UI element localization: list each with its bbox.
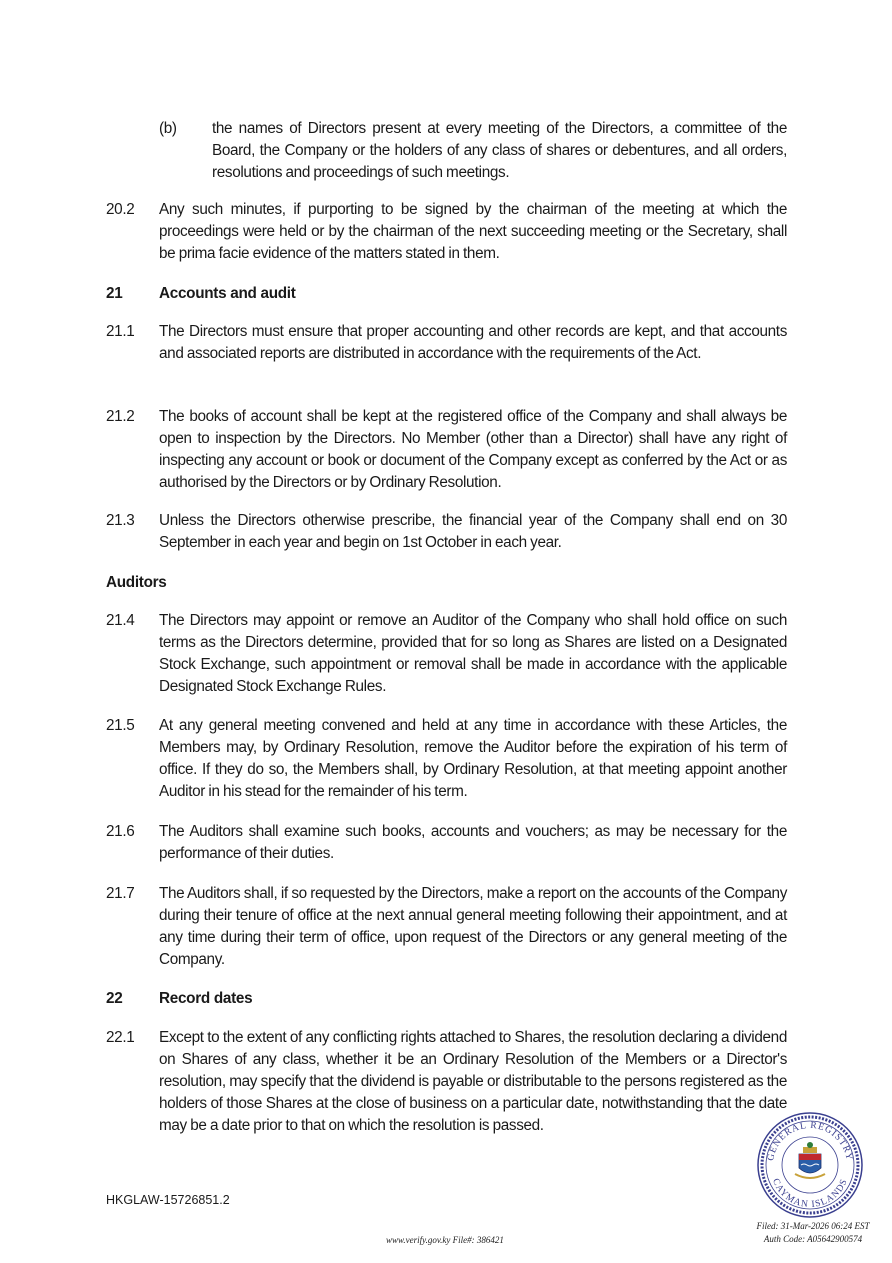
clause-number: 21.4 [106, 612, 135, 629]
clause-text: The Auditors shall examine such books, accounts and vouchers; as may be necessary for the performance of their duties. [159, 823, 787, 862]
clause-text: Unless the Directors otherwise prescribe, the financial year of the Company shall end on 30 September in each year and begin on 1st October in each year. [159, 512, 787, 551]
section-number: 22 [106, 990, 123, 1007]
section-heading-22 [106, 988, 252, 1010]
subheading-title: Auditors [106, 574, 167, 591]
clause-text: Except to the extent of any conflicting rights attached to Shares, the resolution declaring a dividend on Shares of any class, whether it be an Ordinary Resolution of the Members or a Director's resolution, may specify that the dividend is payable or distributable to the persons registered as the holders of those Shares at the close of business on a particular date, notwithstanding that the date may be a date prior to that on which the resolution is passed. [159, 1029, 787, 1134]
clause-number: (b) [159, 120, 177, 137]
clause-text: The Auditors shall, if so requested by the Directors, make a report on the accounts of the Company during their tenure of office at the next annual general meeting following their appointment, and at any time during their term of office, upon request of the Directors or any general meeting of the Company. [159, 885, 787, 968]
auth-code: Auth Code: A05642900574 [763, 1234, 863, 1244]
clause-21-4 [106, 610, 787, 698]
subheading-auditors [106, 572, 166, 594]
clause-text: At any general meeting convened and held at any time in accordance with these Articles, the Members may, by Ordinary Resolution, remove the Auditor before the expiration of his term of office. If they do so, the Members shall, by Ordinary Resolution, at that meeting appoint another Auditor in his stead for the remainder of his term. [159, 717, 787, 800]
clause-text: Any such minutes, if purporting to be signed by the chairman of the meeting at which the proceedings were held or by the chairman of the next succeeding meeting or the Secretary, shall be prima facie evidence of the matters stated in them. [159, 201, 787, 262]
clause-text: the names of Directors present at every meeting of the Directors, a committee of the Board, the Company or the holders of any class of shares or debentures, and all orders, resolutions and proceedings of such meetings. [212, 120, 787, 181]
clause-number: 20.2 [106, 201, 135, 218]
section-title: Record dates [159, 990, 253, 1007]
section-heading-21 [106, 283, 296, 305]
clause-number: 21.7 [106, 885, 135, 902]
clause-number: 21.2 [106, 408, 135, 425]
clause-text: The Directors must ensure that proper accounting and other records are kept, and that accounts and associated reports are distributed in accordance with the requirements of the Act. [159, 323, 787, 362]
seal-top-text: GENERAL REGISTRY [766, 1120, 854, 1162]
verify-line: www.verify.gov.ky File#: 386421 [386, 1235, 504, 1245]
document-reference: HKGLAW-15726851.2 [106, 1193, 230, 1207]
clause-text: The books of account shall be kept at the registered office of the Company and shall always be open to inspection by the Directors. No Member (other than a Director) shall have any right of inspecting any account or book or document of the Company except as conferred by the Act or as authorised by the Directors or by Ordinary Resolution. [159, 408, 787, 491]
clause-21-3 [106, 510, 787, 554]
clause-21-1 [106, 321, 787, 365]
clause-20-2 [106, 199, 787, 265]
section-number: 21 [106, 285, 123, 302]
section-title: Accounts and audit [159, 285, 296, 302]
clause-21-6 [106, 821, 787, 865]
clause-22-1 [106, 1027, 787, 1137]
seal-bottom-text: CAYMAN ISLANDS [769, 1177, 851, 1211]
clause-number: 21.1 [106, 323, 135, 340]
registry-seal-icon [755, 1110, 865, 1220]
filing-stamp [748, 1220, 878, 1246]
clause-number: 22.1 [106, 1029, 135, 1046]
clause-text: The Directors may appoint or remove an Auditor of the Company who shall hold office on such terms as the Directors determine, provided that for so long as Shares are listed on a Designated Stock Exchange, such appointment or removal shall be made in accordance with the applicable Designated Stock Exchange Rules. [159, 612, 787, 695]
clause-21-7 [106, 883, 787, 971]
clause-number: 21.6 [106, 823, 135, 840]
clause-20-1-b [106, 118, 787, 184]
filed-date: Filed: 31-Mar-2026 06:24 EST [756, 1221, 870, 1231]
clause-number: 21.5 [106, 717, 135, 734]
clause-21-5 [106, 715, 787, 803]
clause-21-2 [106, 406, 787, 494]
clause-number: 21.3 [106, 512, 135, 529]
